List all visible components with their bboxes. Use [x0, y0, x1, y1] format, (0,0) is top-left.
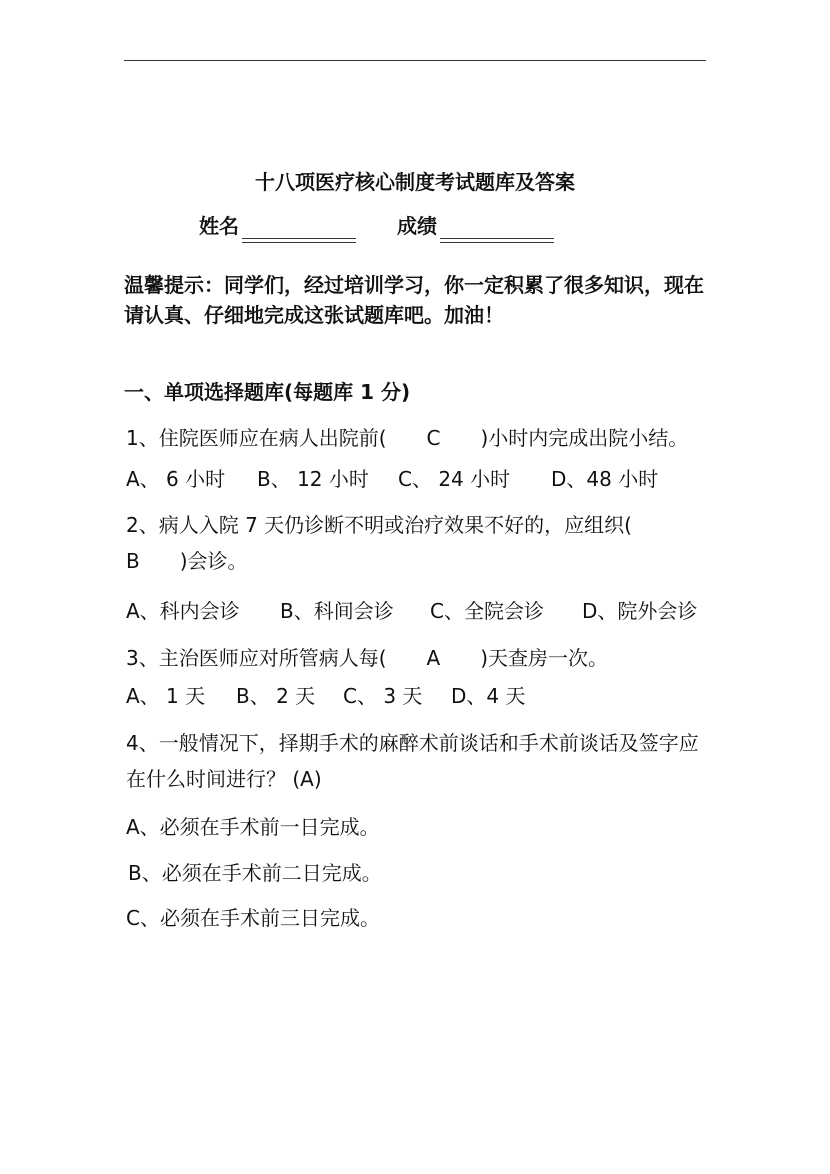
q2-option-b: B、科间会诊	[280, 599, 394, 623]
q2-option-d: D、院外会诊	[582, 599, 698, 623]
score-blank[interactable]	[440, 238, 554, 243]
question-3: 3、主治医师应对所管病人每( A )天查房一次。	[126, 646, 609, 670]
section-title: 一、单项选择题库(每题库 1 分)	[124, 380, 411, 404]
q3-option-c: C、 3 天	[343, 684, 423, 708]
q2-option-c: C、全院会诊	[430, 599, 544, 623]
name-blank[interactable]	[242, 238, 356, 243]
q1-option-a: A、 6 小时	[126, 467, 226, 491]
name-label: 姓名	[199, 214, 239, 238]
question-1: 1、住院医师应在病人出院前( C )小时内完成出院小结。	[126, 426, 689, 450]
q4-option-c: C、必须在手术前三日完成。	[126, 906, 380, 930]
q1-option-c: C、 24 小时	[398, 467, 511, 491]
q4-option-b: B、必须在手术前二日完成。	[128, 861, 382, 885]
q3-option-a: A、 1 天	[126, 684, 206, 708]
q3-option-b: B、 2 天	[236, 684, 316, 708]
q1-option-b: B、 12 小时	[257, 467, 369, 491]
question-2: 2、病人入院 7 天仍诊断不明或治疗效果不好的，应组织( B )会诊。	[126, 513, 672, 573]
page-title: 十八项医疗核心制度考试题库及答案	[255, 170, 575, 194]
q3-option-d: D、4 天	[451, 684, 526, 708]
q1-option-d: D、48 小时	[551, 467, 659, 491]
q2-option-a: A、科内会诊	[126, 599, 240, 623]
question-4: 4、一般情况下，择期手术的麻醉术前谈话和手术前谈话及签字应在什么时间进行？ (A)	[126, 731, 699, 791]
score-label: 成绩	[397, 214, 437, 238]
q4-option-a: A、必须在手术前一日完成。	[126, 815, 380, 839]
header-rule	[124, 60, 706, 61]
notice-text: 温馨提示：同学们，经过培训学习，你一定积累了很多知识，现在请认真、仔细地完成这张试题库吧。加油！	[124, 273, 704, 327]
